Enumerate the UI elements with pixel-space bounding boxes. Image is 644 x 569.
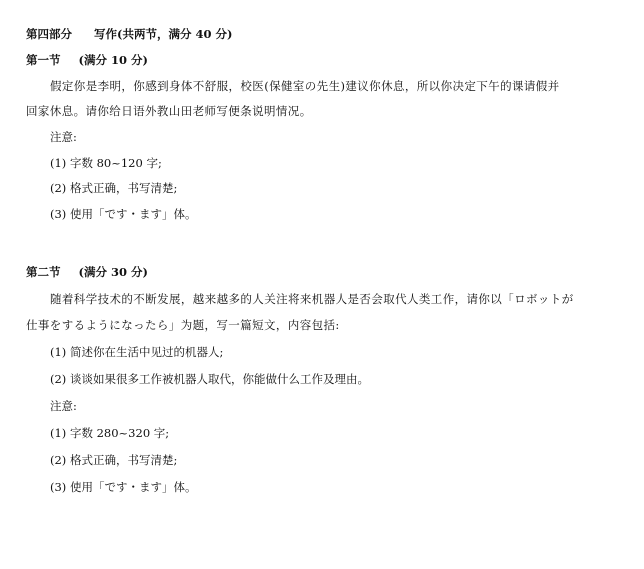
- section2-note-1: (1) 字数 280~320 字;: [50, 426, 170, 440]
- section2-point-1: (1) 简述你在生活中见过的机器人;: [50, 345, 224, 359]
- section1-score: (满分 10 分): [78, 53, 148, 67]
- section2-score: (满分 30 分): [78, 265, 148, 279]
- section2-note-2: (2) 格式正确，书写清楚;: [50, 453, 178, 467]
- part-title: 第四部分: [26, 27, 72, 41]
- section1-notes-label: 注意:: [50, 130, 77, 144]
- section2-prompt-line2: 仕事をするようになったら」为题，写一篇短文，内容包括:: [26, 318, 340, 332]
- section2-note-3: (3) 使用「です・ます」体。: [50, 480, 197, 494]
- part-subtitle: 写作(共两节，满分 40 分): [94, 27, 233, 41]
- section2-prompt-line1: 随着科学技术的不断发展，越来越多的人关注将来机器人是否会取代人类工作，请你以「ロボットが: [50, 292, 574, 306]
- section2-title: 第二节: [26, 265, 61, 279]
- section1-title: 第一节: [26, 53, 61, 67]
- section2-heading: [26, 266, 148, 280]
- section1-prompt-line1: 假定你是李明，你感到身体不舒服，校医(保健室の先生)建议你休息，所以你决定下午的课请假并: [50, 79, 560, 93]
- section1-note-3: (3) 使用「です・ます」体。: [50, 207, 197, 221]
- section1-note-2: (2) 格式正确，书写清楚;: [50, 181, 178, 195]
- part-heading: [26, 28, 232, 42]
- section1-note-1: (1) 字数 80~120 字;: [50, 156, 162, 170]
- section1-heading: [26, 54, 148, 68]
- section1-prompt-line2: 回家休息。请你给日语外教山田老师写便条说明情况。: [26, 104, 312, 118]
- section2-point-2: (2) 谈谈如果很多工作被机器人取代，你能做什么工作及理由。: [50, 372, 369, 386]
- section2-notes-label: 注意:: [50, 399, 77, 413]
